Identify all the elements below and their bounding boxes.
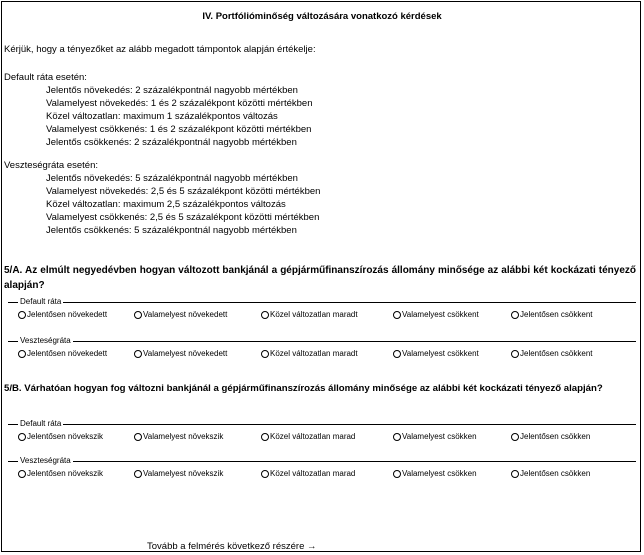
radio-option[interactable]: Jelentősen növekszik [18, 432, 103, 441]
default-rate-group-5a [8, 297, 636, 328]
loss-rate-heading: Veszteségráta esetén: [4, 160, 99, 171]
radio-button[interactable] [134, 311, 142, 319]
radio-option[interactable]: Valamelyest növekedett [134, 310, 227, 319]
radio-button[interactable] [261, 433, 269, 441]
radio-button[interactable] [393, 433, 401, 441]
loss-rate-item: Jelentős növekedés: 5 százalékpontnál nagyobb mértékben [46, 173, 298, 184]
default-rate-item: Jelentős csökkenés: 2 százalékpontnál nagyobb mértékben [46, 137, 297, 148]
radio-option[interactable]: Valamelyest növekszik [134, 432, 223, 441]
radio-button[interactable] [511, 311, 519, 319]
default-rate-group-5b [8, 419, 636, 450]
radio-button[interactable] [134, 433, 142, 441]
radio-button[interactable] [261, 311, 269, 319]
next-section-link[interactable]: Tovább a felmérés következő részére → [147, 541, 317, 552]
loss-rate-item: Valamelyest növekedés: 2,5 és 5 százalékpont közötti mértékben [46, 186, 321, 197]
default-rate-item: Közel változatlan: maximum 1 százalékpontos változás [46, 111, 278, 122]
radio-button[interactable] [18, 433, 26, 441]
default-rate-item: Valamelyest növekedés: 1 és 2 százalékpont közötti mértékben [46, 98, 313, 109]
loss-rate-item: Valamelyest csökkenés: 2,5 és 5 százalékpont közötti mértékben [46, 212, 320, 223]
radio-option[interactable]: Közel változatlan maradt [261, 310, 358, 319]
loss-rate-group-5b [8, 456, 636, 487]
radio-option[interactable]: Jelentősen növekedett [18, 349, 107, 358]
default-rate-heading: Default ráta esetén: [4, 72, 87, 83]
radio-button[interactable] [511, 470, 519, 478]
question-5a: 5/A. Az elmúlt negyedévben hogyan változott bankjánál a gépjárműfinanszírozás állomány minősége az alábbi két kockázati tényező alapján? [4, 265, 636, 291]
group-legend: Default ráta [20, 419, 62, 428]
radio-button[interactable] [134, 470, 142, 478]
radio-option[interactable]: Közel változatlan marad [261, 469, 355, 478]
radio-option[interactable]: Közel változatlan maradt [261, 349, 358, 358]
group-legend: Veszteségráta [20, 456, 71, 465]
radio-button[interactable] [134, 350, 142, 358]
radio-option[interactable]: Valamelyest csökken [393, 469, 477, 478]
radio-option[interactable]: Jelentősen növekedett [18, 310, 107, 319]
radio-option[interactable]: Valamelyest növekszik [134, 469, 223, 478]
radio-button[interactable] [18, 470, 26, 478]
loss-rate-item: Jelentős csökkenés: 5 százalékpontnál nagyobb mértékben [46, 225, 297, 236]
group-legend: Default ráta [20, 297, 62, 306]
radio-option[interactable]: Közel változatlan marad [261, 432, 355, 441]
radio-option[interactable]: Jelentősen növekszik [18, 469, 103, 478]
radio-button[interactable] [393, 311, 401, 319]
radio-button[interactable] [261, 470, 269, 478]
radio-option[interactable]: Valamelyest csökkent [393, 349, 479, 358]
question-5b: 5/B. Várhatóan hogyan fog változni bankjánál a gépjárműfinanszírozás állomány minősége az alábbi két kockázati tényező alapján? [4, 383, 603, 394]
intro-text: Kérjük, hogy a tényezőket az alább megadott támpontok alapján értékelje: [4, 44, 316, 55]
radio-button[interactable] [511, 433, 519, 441]
radio-button[interactable] [393, 350, 401, 358]
radio-button[interactable] [18, 311, 26, 319]
radio-option[interactable]: Jelentősen csökkent [511, 310, 593, 319]
radio-button[interactable] [393, 470, 401, 478]
radio-option[interactable]: Jelentősen csökken [511, 469, 590, 478]
default-rate-item: Valamelyest csökkenés: 1 és 2 százalékpont közötti mértékben [46, 124, 312, 135]
radio-option[interactable]: Jelentősen csökkent [511, 349, 593, 358]
radio-option[interactable]: Valamelyest csökken [393, 432, 477, 441]
group-legend: Veszteségráta [20, 336, 71, 345]
radio-button[interactable] [261, 350, 269, 358]
radio-button[interactable] [511, 350, 519, 358]
radio-button[interactable] [18, 350, 26, 358]
page-title: IV. Portfólióminőség változására vonatkozó kérdések [202, 11, 442, 22]
radio-option[interactable]: Jelentősen csökken [511, 432, 590, 441]
loss-rate-item: Közel változatlan: maximum 2,5 százalékpontos változás [46, 199, 286, 210]
default-rate-item: Jelentős növekedés: 2 százalékpontnál nagyobb mértékben [46, 85, 298, 96]
loss-rate-group-5a [8, 336, 636, 367]
radio-option[interactable]: Valamelyest növekedett [134, 349, 227, 358]
radio-option[interactable]: Valamelyest csökkent [393, 310, 479, 319]
